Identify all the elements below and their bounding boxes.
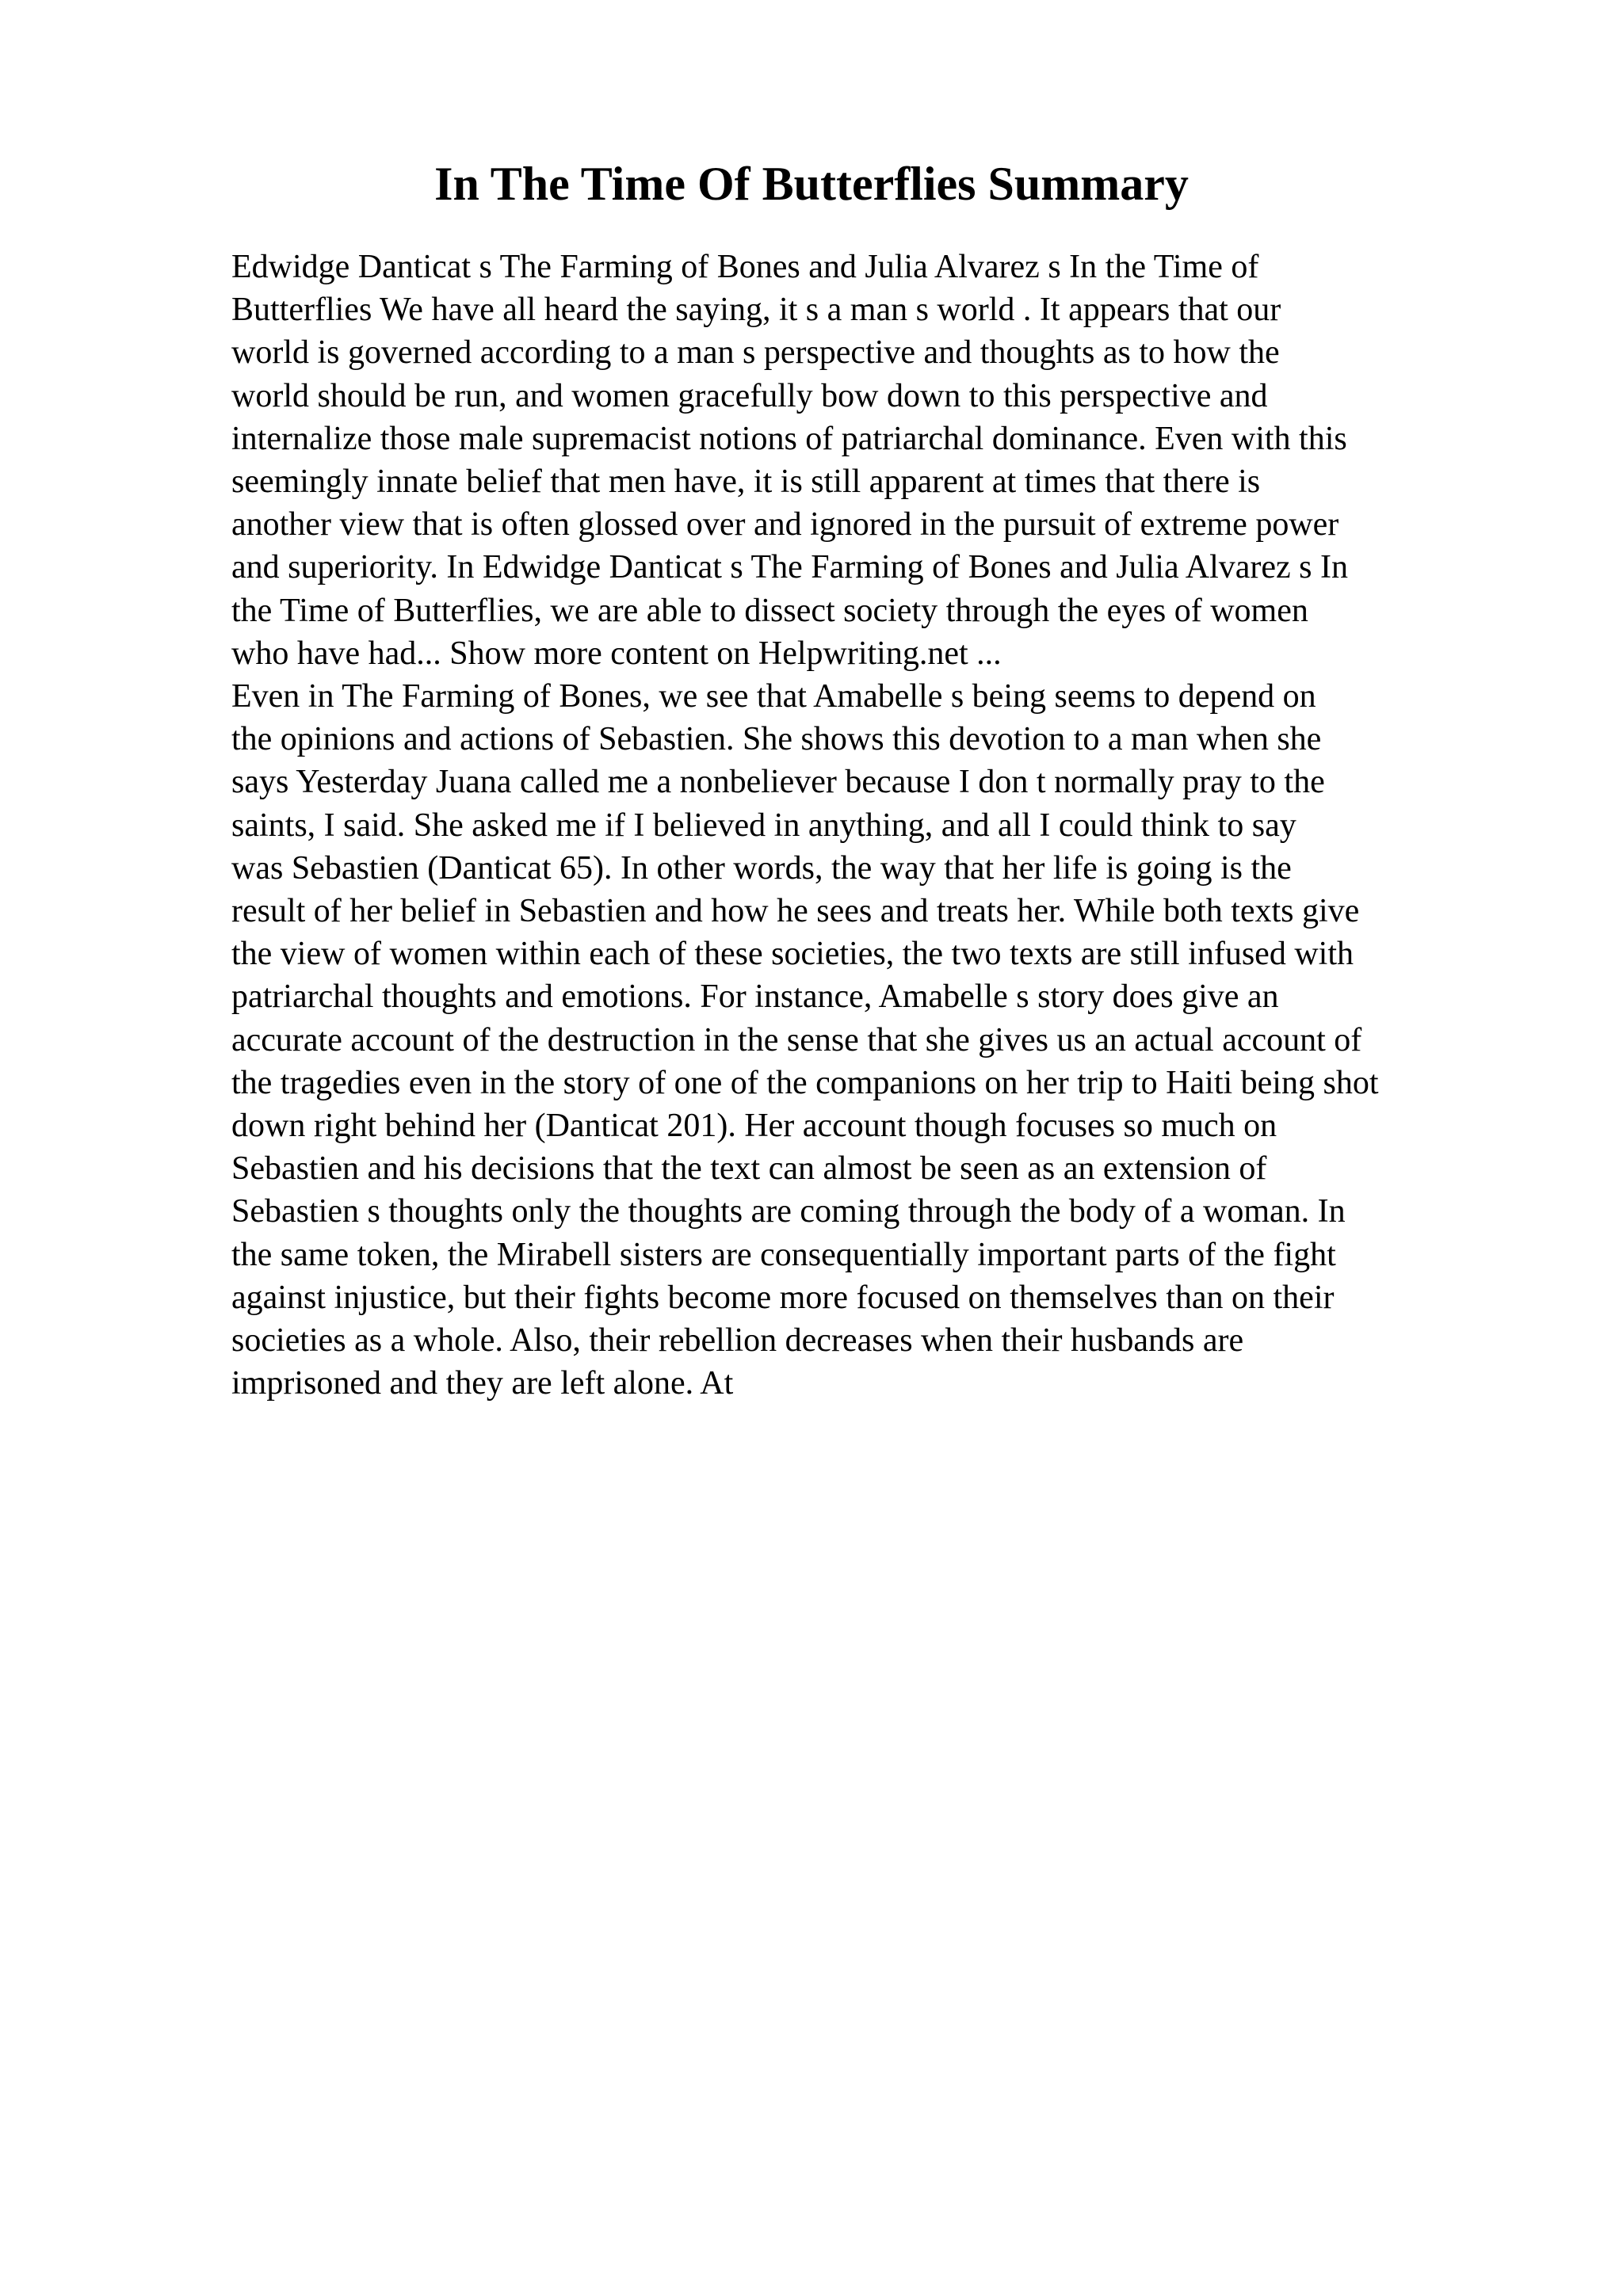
text-line: seemingly innate belief that men have, it is still apparent at times that there is: [231, 463, 1261, 501]
text-line: patriarchal thoughts and emotions. For instance, Amabelle s story does give an: [231, 978, 1279, 1016]
text-line: world is governed according to a man s perspective and thoughts as to how the: [231, 334, 1280, 372]
text-line: says Yesterday Juana called me a nonbeliever because I don t normally pray to the: [231, 764, 1325, 801]
text-line: who have had... Show more content on Helpwriting.net ...: [231, 635, 1002, 672]
text-line: down right behind her (Danticat 201). Her account though focuses so much on: [231, 1108, 1277, 1145]
text-line: imprisoned and they are left alone. At: [231, 1365, 734, 1402]
text-line: Even in The Farming of Bones, we see that Amabelle s being seems to depend on: [231, 678, 1316, 715]
text-line: internalize those male supremacist notions of patriarchal dominance. Even with this: [231, 420, 1347, 457]
text-line: Edwidge Danticat s The Farming of Bones and Julia Alvarez s In the Time of: [231, 249, 1259, 285]
text-line: societies as a whole. Also, their rebellion decreases when their husbands are: [231, 1322, 1244, 1360]
text-line: result of her belief in Sebastien and how he sees and treats her. While both texts give: [231, 893, 1360, 930]
text-line: saints, I said. She asked me if I believed in anything, and all I could think to say: [231, 807, 1296, 844]
text-line: against injustice, but their fights become more focused on themselves than on their: [231, 1279, 1335, 1316]
text-line: world should be run, and women gracefully bow down to this perspective and: [231, 377, 1268, 414]
document-body: [231, 246, 1507, 1405]
text-line: Sebastien s thoughts only the thoughts are coming through the body of a woman. In: [231, 1193, 1346, 1230]
text-line: the view of women within each of these societies, the two texts are still infused with: [231, 936, 1354, 973]
paragraph-1: [231, 246, 1507, 675]
text-line: the Time of Butterflies, we are able to dissect society through the eyes of women: [231, 592, 1308, 629]
text-line: the opinions and actions of Sebastien. She shows this devotion to a man when she: [231, 721, 1322, 758]
document-title: In The Time Of Butterflies Summary: [434, 158, 1189, 210]
text-line: another view that is often glossed over and ignored in the pursuit of extreme power: [231, 506, 1339, 543]
text-line: Sebastien and his decisions that the text can almost be seen as an extension of: [231, 1150, 1267, 1188]
text-line: and superiority. In Edwidge Danticat s The Farming of Bones and Julia Alvarez s In: [231, 549, 1349, 586]
text-line: was Sebastien (Danticat 65). In other words, the way that her life is going is the: [231, 849, 1292, 887]
text-line: the same token, the Mirabell sisters are consequentially important parts of the fight: [231, 1236, 1336, 1273]
paragraph-2: [231, 675, 1507, 1405]
text-line: Butterflies We have all heard the saying, it s a man s world . It appears that our: [231, 292, 1281, 329]
text-line: accurate account of the destruction in the sense that she gives us an actual account of: [231, 1021, 1362, 1058]
text-line: the tragedies even in the story of one of the companions on her trip to Haiti being shot: [231, 1064, 1379, 1101]
